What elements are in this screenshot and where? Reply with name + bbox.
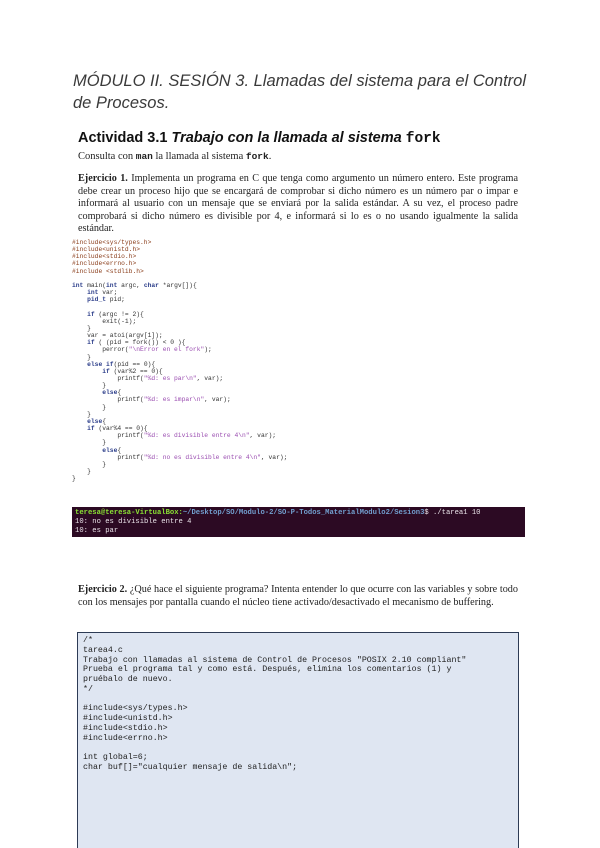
code-line: pid_t pid; [87, 296, 125, 304]
code-line: #include<stdio.h> [72, 253, 137, 261]
terminal-command-line [75, 509, 522, 518]
code-listing-2 [77, 632, 519, 848]
terminal-path: ~/Desktop/SO/Modulo-2/SO-P-Todos_MaterialModulo2/Sesion3 [182, 509, 425, 517]
code-line: } [72, 460, 107, 468]
code-line: else{ [102, 446, 122, 454]
exercise-2-label: Ejercicio 2. [78, 584, 128, 595]
code-line: } [72, 468, 91, 475]
consult-line [78, 151, 271, 162]
code-line: if ( (pid = fork()) < 0 ){ [87, 339, 186, 347]
code-line: } [72, 439, 107, 447]
code-line: } [72, 475, 76, 483]
code-line: int main(int argc, char *argv[]){ [72, 281, 197, 289]
code-line: #include<errno.h> [83, 733, 168, 743]
code-line: printf("%d: es par\n", var); [72, 374, 224, 382]
code-line: #include<stdio.h> [83, 723, 168, 733]
code-line: else{ [87, 417, 107, 425]
code-line: else{ [102, 389, 122, 397]
code-line: #include<unistd.h> [83, 714, 173, 723]
code-line: if (var%2 == 0){ [102, 367, 163, 375]
code-line: int global=6; [83, 753, 148, 762]
code-line: int var; [87, 289, 118, 297]
exercise-1-text: Implementa un programa en C que tenga como argumento un número entero. Este programa debe crear un proceso hijo que se encargará de comprobar si dicho número es un número par o impar e informará al usuario con un mensaje que se enviará por la salida estándar. A su vez, el proceso padre comprobará si dicho número es divisible por 4, e informará si lo es o no usando igualmente la salida estándar. [78, 173, 518, 235]
terminal-output-line: 10: no es divisible entre 4 [75, 518, 192, 527]
code-line: } [72, 403, 107, 411]
exercise-1-label: Ejercicio 1. [78, 173, 128, 184]
code-line: exit(-1); [72, 317, 137, 325]
code-line: #include<unistd.h> [72, 246, 141, 254]
consult-middle: la llamada al sistema [155, 151, 244, 162]
code-line: } [72, 410, 91, 418]
code-line: perror("\nError en el fork"); [72, 346, 212, 354]
code-line: else if(pid == 0){ [87, 360, 156, 368]
page-title: MÓDULO II. SESIÓN 3. Llamadas del sistema para el Control de Procesos. [73, 72, 527, 112]
activity-number: Actividad 3.1 [78, 130, 168, 146]
activity-title-code: fork [405, 131, 441, 147]
code-line: printf("%d: no es divisible entre 4\n", var); [72, 453, 288, 461]
terminal-command: $ ./tarea1 10 [424, 509, 481, 517]
code-line: tarea4.c [83, 645, 123, 655]
code-line: */ [83, 684, 93, 694]
consult-command: man [135, 151, 153, 162]
code-listing-1 [72, 239, 522, 482]
code-line: char buf[]="cualquier mensaje de salida\n"; [83, 762, 298, 772]
code-line: printf("%d: es divisible entre 4\n", var); [72, 432, 277, 440]
code-line: printf("%d: es impar\n", var); [72, 396, 231, 404]
terminal-output-line: 10: es par [75, 527, 119, 536]
code-line: #include<sys/types.h> [83, 704, 188, 714]
terminal-prompt: teresa@teresa-VirtualBox: [75, 509, 183, 517]
code-line [72, 275, 522, 282]
consult-suffix: . [268, 151, 272, 162]
code-line: if (var%4 == 0){ [87, 425, 148, 433]
code-line: } [72, 382, 107, 390]
code-line: Prueba el programa tal y como está. Después, elimina los comentarios (1) y [83, 665, 452, 675]
terminal-output [72, 507, 525, 537]
code-line: #include<sys/types.h> [72, 239, 152, 246]
code-line: var = atoi(argv[1]); [72, 332, 163, 340]
code-line: } [72, 353, 91, 361]
code-line: if (argc != 2){ [87, 310, 144, 318]
code-line: /* [83, 636, 93, 645]
code-line [83, 695, 513, 705]
activity-title: Trabajo con la llamada al sistema [171, 130, 402, 146]
code-line: pruébalo de nuevo. [83, 675, 173, 684]
code-line: Trabajo con llamadas al sistema de Control de Procesos "POSIX 2.10 compliant" [83, 655, 467, 665]
consult-call: fork [245, 151, 269, 162]
code-line [83, 743, 513, 753]
code-line: } [72, 324, 91, 332]
exercise-1 [78, 173, 518, 236]
activity-heading [78, 130, 441, 147]
code-line: #include<errno.h> [72, 260, 137, 268]
exercise-2-text: ¿Qué hace el siguiente programa? Intenta entender lo que ocurre con las variables y sobre todo con los mensajes por pantalla cuando el núcleo tiene activado/desactivado el mecanismo de buffering. [78, 584, 518, 608]
exercise-2 [78, 584, 518, 609]
consult-prefix: Consulta con [78, 151, 134, 162]
code-line [72, 303, 522, 310]
code-line: #include <stdlib.h> [72, 267, 144, 275]
